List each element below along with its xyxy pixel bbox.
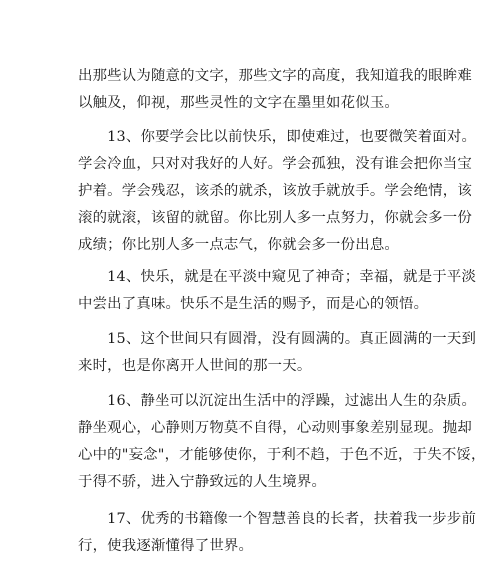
paragraph-line: 成绩；你比别人多一点志气，你就会多一份出息。 (78, 237, 399, 253)
paragraph-line: 出那些认为随意的文字，那些文字的高度，我知道我的眼眸难 (78, 68, 472, 84)
paragraph-13 (78, 124, 477, 259)
paragraph-line: 14、快乐，就是在平淡中窥见了神奇；幸福，就是于平淡 (78, 269, 477, 285)
paragraph-line: 来时，也是你离开人世间的那一天。 (78, 358, 312, 374)
paragraph-line: 滚的就滚，该留的就留。你比别人多一点努力，你就会多一份 (78, 210, 472, 226)
paragraph-14 (78, 264, 477, 318)
paragraph-line: 16、静坐可以沉淀出生活中的浮躁，过滤出人生的杂质。 (78, 393, 477, 409)
paragraph-line: 心中的"妄念"，才能够使你，于利不趋，于色不近，于失不馁， (78, 447, 486, 463)
paragraph-line: 于得不骄，进入宁静致远的人生境界。 (78, 474, 327, 490)
paragraph-line: 行，使我逐渐懂得了世界。 (78, 538, 254, 554)
paragraph-16 (78, 388, 486, 496)
paragraph-line: 护着。学会残忍，该杀的就杀，该放手就放手。学会绝情，该 (78, 183, 472, 199)
paragraph-17 (78, 506, 477, 560)
paragraph-line: 以触及，仰视，那些灵性的文字在墨里如花似玉。 (78, 95, 399, 111)
paragraph-line: 17、优秀的书籍像一个智慧善良的长者，扶着我一步步前 (78, 511, 477, 527)
paragraph-line: 15、这个世间只有圆滑，没有圆满的。真正圆满的一天到 (78, 331, 477, 347)
paragraph-line: 13、你要学会比以前快乐，即使难过，也要微笑着面对。 (78, 129, 477, 145)
paragraph-15 (78, 326, 477, 380)
paragraph-line: 静坐观心，心静则万物莫不自得，心动则事象差别显现。抛却 (78, 420, 472, 436)
paragraph-line: 学会冷血，只对对我好的人好。学会孤独，没有谁会把你当宝 (78, 156, 472, 172)
paragraph-continued (78, 63, 472, 117)
paragraph-line: 中尝出了真味。快乐不是生活的赐予，而是心的领悟。 (78, 296, 429, 312)
